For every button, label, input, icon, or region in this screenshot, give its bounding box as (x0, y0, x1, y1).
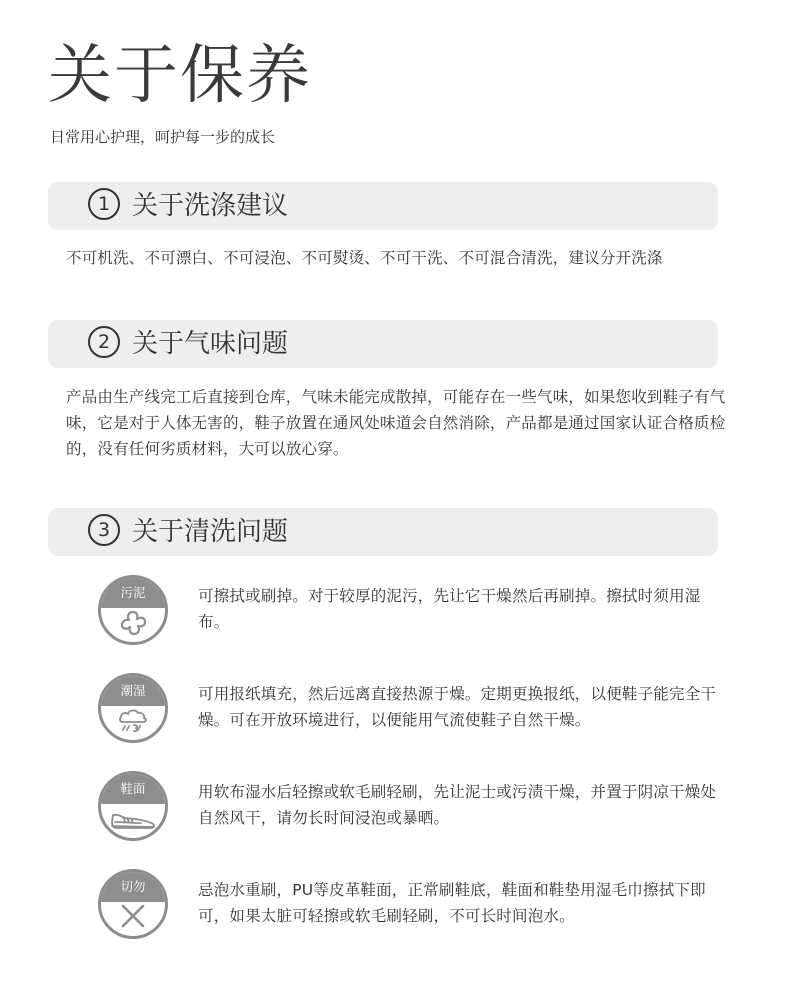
rain-cloud-icon (98, 673, 168, 743)
care-item-mud (98, 575, 718, 647)
cross-icon (98, 869, 168, 939)
care-item-upper (98, 771, 718, 843)
care-badge-label: 鞋面 (101, 774, 165, 804)
section-number: 1 (88, 188, 120, 220)
section-header-cleaning (48, 508, 718, 556)
care-badge-label: 切勿 (101, 872, 165, 902)
section-number: 2 (88, 326, 120, 358)
care-item-damp (98, 673, 718, 745)
section-header-washing (48, 182, 718, 230)
odor-advice-text: 产品由生产线完工后直接到仓库，气味未能完成散掉，可能存在一些气味，如果您收到鞋子有气味，它是对于人体无害的，鞋子放置在通风处味道会自然消除，产品都是通过国家认证合格质检的，没有任何劣质材料，大可以放心穿。 (66, 388, 726, 458)
care-text: 可用报纸填充，然后远离直接热源于燥。定期更换报纸，以便鞋子能完全干燥。可在开放环境进行，以便能用气流使鞋子自然干燥。 (198, 685, 717, 729)
care-badge-label: 污泥 (101, 578, 165, 608)
page-title: 关于保养 (48, 39, 312, 113)
care-badge-label: 潮湿 (101, 676, 165, 706)
care-text: 可擦拭或刷掉。对于较厚的泥污，先让它干燥然后再刷掉。擦拭时须用湿布。 (198, 587, 701, 631)
washing-advice-text: 不可机洗、不可漂白、不可浸泡、不可熨烫、不可干洗、不可混合清洗，建议分开洗涤 (66, 249, 663, 267)
care-item-warning (98, 869, 718, 941)
page-subtitle: 日常用心护理，呵护每一步的成长 (50, 128, 276, 146)
care-text: 忌泡水重刷，PU等皮革鞋面，正常刷鞋底，鞋面和鞋垫用湿毛巾擦拭下即可，如果太脏可轻擦或软毛刷轻刷，不可长时间泡水。 (198, 881, 706, 925)
sneaker-icon (98, 771, 168, 841)
section-number: 3 (88, 514, 120, 546)
section-title: 关于洗涤建议 (132, 191, 289, 221)
care-text: 用软布湿水后轻擦或软毛刷轻刷，先让泥士或污渍干燥，并置于阴凉干燥处自然风干，请勿长时间浸泡或暴晒。 (198, 783, 717, 827)
section-header-odor (48, 320, 718, 368)
mud-stain-icon (98, 575, 168, 645)
section-title: 关于气味问题 (132, 329, 289, 359)
section-title: 关于清洗问题 (132, 517, 289, 547)
